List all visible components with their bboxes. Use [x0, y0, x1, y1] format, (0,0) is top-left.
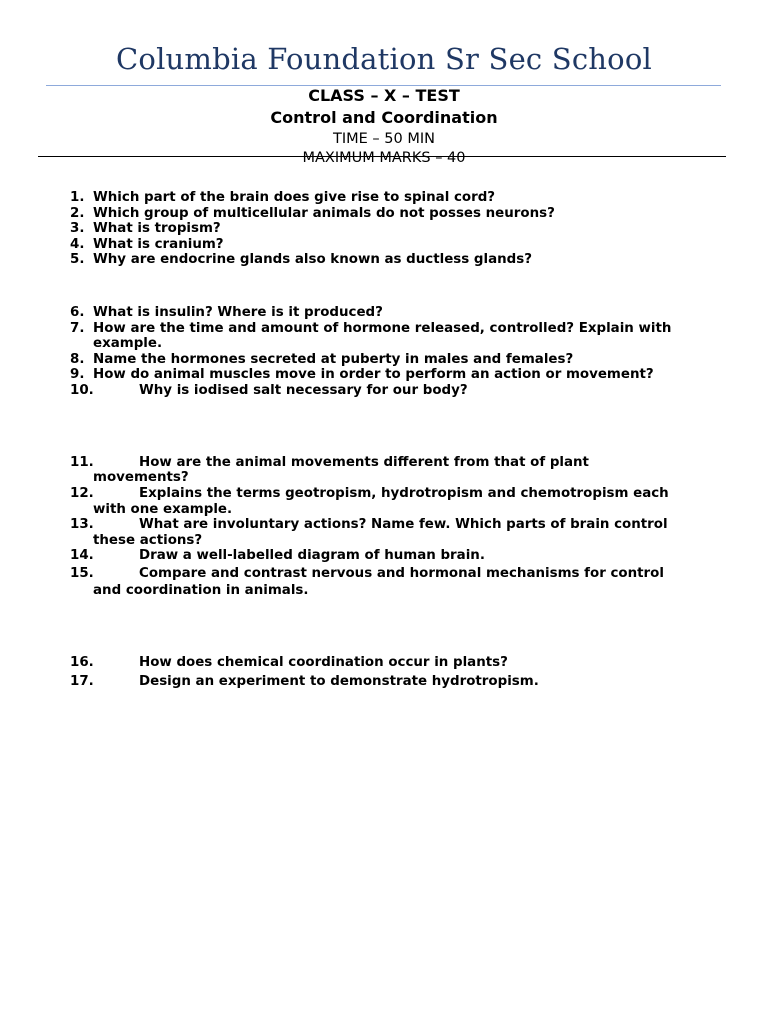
- question-item: [70, 221, 720, 237]
- question-number: 12.: [70, 486, 94, 501]
- question-item: [70, 305, 720, 321]
- question-item: [70, 655, 720, 671]
- question-text: Draw a well-labelled diagram of human brain.: [139, 548, 485, 563]
- class-heading: CLASS – X – TEST: [308, 86, 460, 105]
- question-item: [70, 548, 720, 564]
- question-text: Compare and contrast nervous and hormonal mechanisms for control: [139, 565, 664, 581]
- question-text: Design an experiment to demonstrate hydrotropism.: [139, 673, 539, 689]
- question-number: 13.: [70, 517, 94, 532]
- question-text-continuation: and coordination in animals.: [93, 582, 309, 598]
- question-text: How are the animal movements different from that of plant: [139, 454, 589, 470]
- question-number: 10.: [70, 382, 94, 398]
- time-label: TIME – 50 MIN: [333, 131, 435, 147]
- question-text: Why are endocrine glands also known as ductless glands?: [93, 252, 532, 267]
- question-item: [70, 455, 720, 486]
- question-item: [70, 383, 720, 399]
- question-text: Name the hormones secreted at puberty in males and females?: [93, 351, 574, 367]
- header-divider: [38, 156, 726, 157]
- question-item: [70, 206, 720, 222]
- question-number: 3.: [70, 221, 85, 236]
- question-item: [70, 565, 720, 599]
- question-text: How are the time and amount of hormone released, controlled? Explain with: [93, 320, 672, 336]
- question-text: What is insulin? Where is it produced?: [93, 305, 383, 320]
- question-number: 2.: [70, 205, 85, 221]
- question-text: Why is iodised salt necessary for our body?: [139, 382, 468, 398]
- question-text: Which group of multicellular animals do not posses neurons?: [93, 205, 555, 221]
- question-number: 8.: [70, 351, 85, 367]
- question-item: [70, 190, 720, 206]
- question-number: 11.: [70, 454, 94, 470]
- question-item: [70, 321, 720, 352]
- question-item: [70, 367, 720, 383]
- question-text: Which part of the brain does give rise to spinal cord?: [93, 190, 496, 205]
- question-number: 1.: [70, 190, 85, 205]
- question-text-continuation: example.: [93, 336, 163, 351]
- question-number: 5.: [70, 252, 85, 267]
- question-text: What is cranium?: [93, 236, 224, 252]
- question-text: Explains the terms geotropism, hydrotropism and chemotropism each: [139, 486, 669, 501]
- question-text: What is tropism?: [93, 221, 221, 236]
- question-number: 17.: [70, 673, 94, 689]
- question-number: 4.: [70, 236, 85, 252]
- question-item: [70, 352, 720, 368]
- question-item: [70, 237, 720, 253]
- school-title: Columbia Foundation Sr Sec School: [116, 42, 652, 76]
- question-number: 7.: [70, 320, 85, 336]
- question-item: [70, 517, 720, 548]
- question-number: 6.: [70, 305, 85, 320]
- marks-label: MAXIMUM MARKS – 40: [302, 150, 466, 166]
- question-number: 9.: [70, 367, 85, 382]
- question-item: [70, 486, 720, 517]
- subject-heading: Control and Coordination: [270, 108, 498, 127]
- question-text-continuation: with one example.: [93, 501, 233, 517]
- question-text: What are involuntary actions? Name few. Which parts of brain control: [139, 517, 668, 532]
- question-item: [70, 252, 720, 268]
- question-text-continuation: these actions?: [93, 532, 203, 548]
- question-text: How do animal muscles move in order to perform an action or movement?: [93, 367, 654, 382]
- question-number: 14.: [70, 548, 94, 563]
- question-item: [70, 674, 720, 690]
- question-text: How does chemical coordination occur in plants?: [139, 655, 508, 670]
- question-text-continuation: movements?: [93, 470, 189, 485]
- question-number: 16.: [70, 655, 94, 670]
- question-number: 15.: [70, 565, 94, 581]
